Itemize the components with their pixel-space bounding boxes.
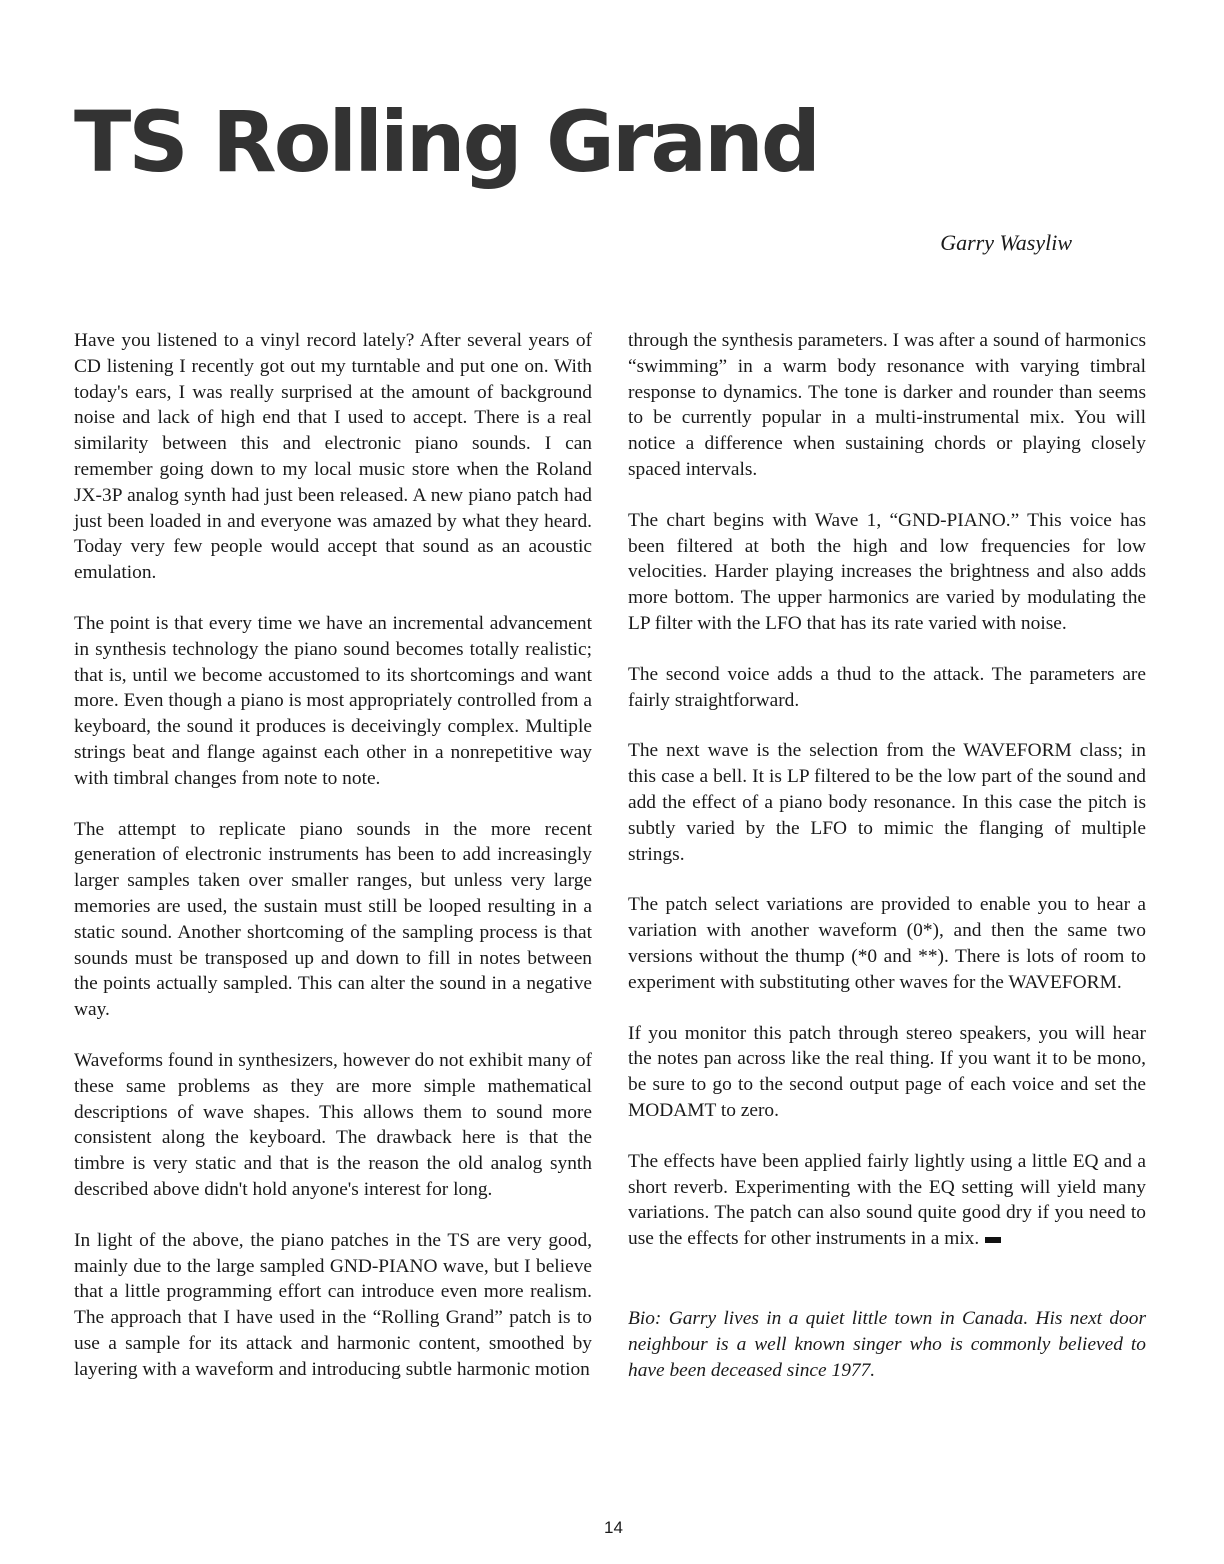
paragraph: The second voice adds a thud to the attack. The parameters are fairly straightforward. bbox=[628, 663, 1146, 711]
end-mark-icon bbox=[985, 1237, 1001, 1243]
paragraph: If you monitor this patch through stereo speakers, you will hear the notes pan across like the real thing. If you want it to be mono, be sure to go to the second output page of each voice and set the MODAMT to zero. bbox=[628, 1022, 1146, 1121]
article-title: TS Rolling Grand bbox=[74, 93, 818, 191]
paragraph-text: The effects have been applied fairly lightly using a little EQ and a short reverb. Experimenting with the EQ setting will yield many variations. The patch can also sound quite good dry if you need to use the effects for other instruments in a mix. bbox=[628, 1150, 1146, 1250]
page-number: 14 bbox=[604, 1518, 623, 1537]
paragraph: through the synthesis parameters. I was after a sound of harmonics “swimming” in a warm body resonance with varying timbral response to dynamics. The tone is darker and rounder than seems to be currently popular in a multi-instrumental mix. You will notice a difference when sustaining chords or playing closely spaced intervals. bbox=[628, 330, 1146, 480]
right-column bbox=[628, 328, 1146, 1408]
paragraph: In light of the above, the piano patches in the TS are very good, mainly due to the large sampled GND-PIANO wave, but I believe that a little programming effort can introduce even more realism. The approach that I have used in the “Rolling Grand” patch is to use a sample for its attack and harmonic content, smoothed by layering with a waveform and introducing subtle harmonic motion bbox=[74, 1229, 592, 1380]
paragraph: Waveforms found in synthesizers, however do not exhibit many of these same problems as they are more simple mathematical descriptions of wave shapes. This allows them to sound more consistent along the keyboard. The drawback here is that the timbre is very static and that is the reason the old analog synth described above didn't hold anyone's interest for long. bbox=[74, 1049, 592, 1200]
paragraph: The attempt to replicate piano sounds in the more recent generation of electronic instruments has been to add increasingly larger samples taken over smaller ranges, but unless very large memories are used, the sustain must still be looped resulting in a static sound. Another shortcoming of the sampling process is that sounds must be transposed up and down to fill in notes between the points actually sampled. This can alter the sound in a negative way. bbox=[74, 818, 592, 1021]
paragraph: The patch select variations are provided to enable you to hear a variation with another waveform (0*), and then the same two versions without the thump (*0 and **). There is lots of room to experiment with substituting other waves for the WAVEFORM. bbox=[628, 894, 1146, 993]
author-bio: Bio: Garry lives in a quiet little town in Canada. His next door neighbour is a well known singer who is commonly believed to have been deceased since 1977. bbox=[628, 1307, 1146, 1381]
left-column bbox=[74, 328, 592, 1407]
paragraph: Have you listened to a vinyl record lately? After several years of CD listening I recently got out my turntable and put one on. With today's ears, I was really surprised at the amount of background noise and lack of high end that I used to accept. There is a real similarity between this and electronic piano sounds. I can remember going down to my local music store when the Roland JX-3P analog synth had just been released. A new piano patch had just been loaded in and everyone was amazed by what they heard. Today very few people would accept that sound as an acoustic emulation. bbox=[74, 330, 592, 584]
paragraph: The chart begins with Wave 1, “GND-PIANO.” This voice has been filtered at both the high and low frequencies for low velocities. Harder playing increases the brightness and also adds more bottom. The upper harmonics are varied by modulating the LP filter with the LFO that has its rate varied with noise. bbox=[628, 509, 1146, 634]
paragraph-final bbox=[628, 1149, 1146, 1252]
paragraph: The next wave is the selection from the WAVEFORM class; in this case a bell. It is LP filtered to be the low part of the sound and add the effect of a piano body resonance. In this case the pitch is subtly varied by the LFO to mimic the flanging of multiple strings. bbox=[628, 740, 1146, 865]
paragraph: The point is that every time we have an incremental advancement in synthesis technology the piano sound becomes totally realistic; that is, until we become accustomed to its shortcomings and want more. Even though a piano is most appropriately controlled from a keyboard, the sound it produces is deceivingly complex. Multiple strings beat and flange against each other in a nonrepetitive way with timbral changes from note to note. bbox=[74, 612, 592, 789]
author-byline: Garry Wasyliw bbox=[940, 230, 1072, 255]
